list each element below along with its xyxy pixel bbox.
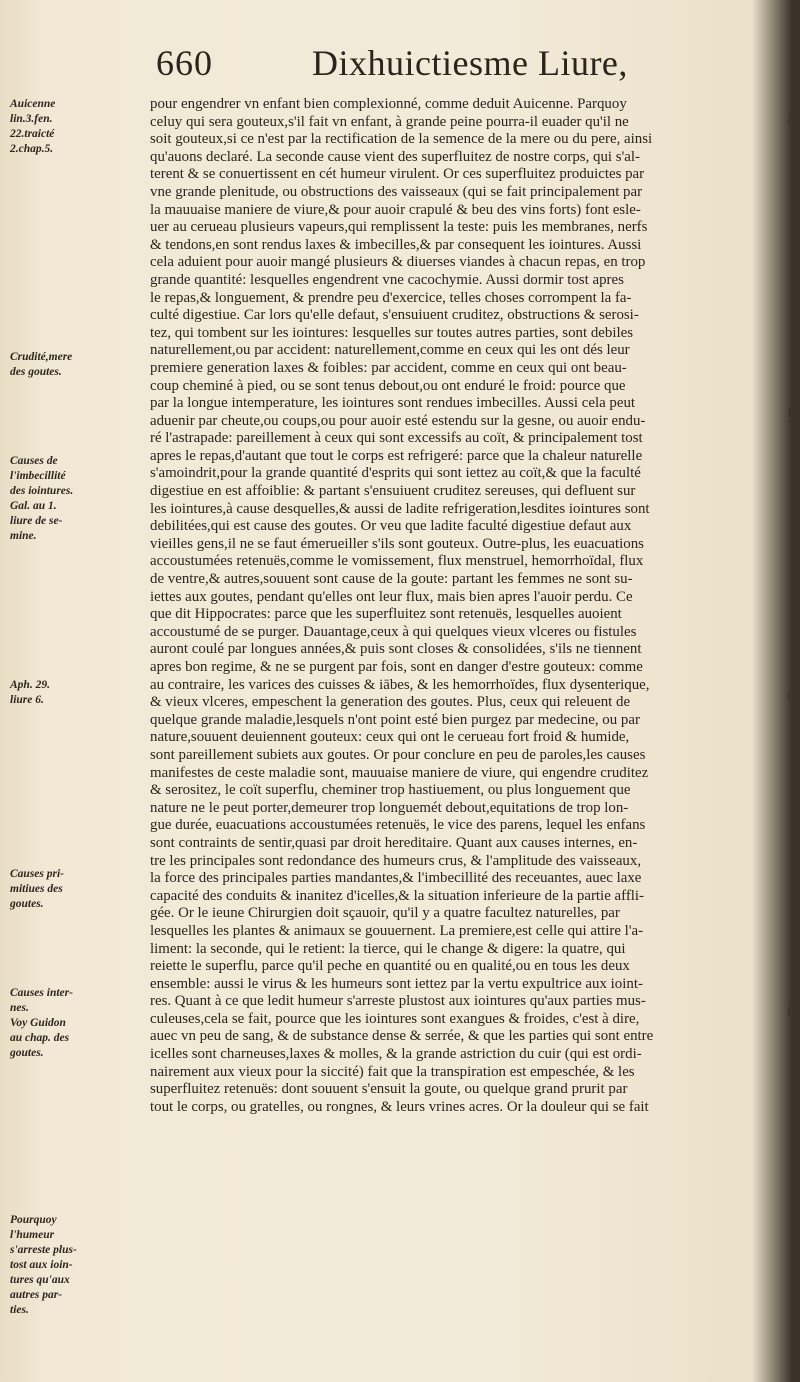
text-line: cela aduient pour auoir mangé plusieurs & diuerses viandes à chacun repas, en trop: [150, 254, 646, 271]
text-line: tout le corps, ou gratelles, ou rongnes, & leurs vrines acres. Or la douleur qui se fait: [150, 1098, 649, 1115]
margin-note: Pourquoy l'humeur s'arreste plus- tost aux ioin- tures qu'aux autres par- ties.: [10, 1214, 77, 1316]
text-line: aduenir par cheute,ou coups,ou pour auoir esté estendu sur la gesne, ou auoir endu-: [150, 412, 646, 429]
text-line: que dit Hippocrates: parce que les superfluitez sont retenuës, lesquelles auoient: [150, 606, 622, 623]
text-line: qu'auons declaré. La seconde cause vient des superfluitez de nostre corps, qui s'al-: [150, 148, 640, 165]
text-line: ré l'astrapade: pareillement à ceux qui sont excessifs au coït, & principalement tost: [150, 430, 643, 447]
text-line: & vieux vlceres, empeschent la generation des goutes. Plus, ceux qui releuent de: [150, 694, 631, 711]
text-line: coup cheminé à pied, ou se sont tenus debout,ou ont enduré le froid: pource que: [150, 377, 626, 394]
text-line: de ventre,& autres,souuent sont cause de la goute: partant les femmes ne sont su-: [150, 571, 633, 588]
text-line: naturellement,ou par accident: naturellement,comme en ceux qui les ont dés leur: [150, 342, 630, 359]
text-line: pour engendrer vn enfant bien complexionné, comme deduit Auicenne. Parquoy: [150, 96, 627, 112]
text-line: celuy qui sera gouteux,s'il fait vn enfant, à grande peine pourra-il euader qu'il ne: [150, 113, 629, 130]
section-letter: B: [787, 405, 796, 420]
page-number: 660: [156, 43, 213, 83]
margin-note: Crudité,mere des goutes.: [10, 351, 73, 378]
margin-note: Causes pri- mitiues des goutes.: [10, 868, 64, 910]
text-line: auec vn peu de sang, & de substance dense & serrée, & que les parties qui sont entre: [150, 1028, 654, 1045]
text-line: debilitées,qui est cause des goutes. Or veu que ladite faculté digestiue defaut aux: [150, 518, 632, 535]
text-line: la mauuaise maniere de viure,& pour auoir crapulé & beu des vins forts) font esle-: [150, 201, 641, 218]
text-line: tre les principales sont redondance des humeurs crus, & l'amplitude des vaisseaux,: [150, 852, 642, 869]
section-letter: D: [786, 1004, 796, 1019]
section-letter: A: [786, 110, 796, 125]
text-line: terent & se conuertissent en cét humeur virulent. Or ces superfluitez produictes par: [150, 166, 645, 183]
text-line: le repas,& longuement, & prendre peu d'exercice, telles choses corrompent la fa-: [150, 289, 632, 306]
text-line: capacité des conduits & inanitez d'icelles,& la situation inferieure de la partie affli-: [150, 887, 645, 904]
text-line: vne grande plenitude, ou obstructions des vaisseaux (qui se fait principalement par: [150, 183, 643, 200]
text-line: auront coulé par longues années,& puis sont closes & consolidées, s'ils ne tiennent: [150, 641, 642, 658]
text-line: res. Quant à ce que ledit humeur s'arreste plustost aux iointures qu'aux parties mus-: [150, 993, 646, 1010]
text-line: tez, qui tombent sur les iointures: lesquelles sur toutes autres parties, sont debiles: [150, 324, 634, 341]
text-line: icelles sont charneuses,laxes & molles, & la grande astriction du cuir (qui est ordi-: [150, 1046, 642, 1063]
text-line: & tendons,en sont rendus laxes & imbecilles,& par consequent les iointures. Aussi: [150, 236, 642, 253]
text-line: culté digestiue. Car lors qu'elle defaut, s'ensuiuent cruditez, obstructions & serosi-: [150, 307, 639, 324]
text-line: gue durée, euacuations accoustumées retenuës, le vice des parens, lequel les enfans: [150, 817, 646, 834]
text-line: digestiue en est affoiblie: & partant s'ensuiuent cruditez sereuses, qui defluent sur: [150, 483, 636, 500]
text-line: iettes aux goutes, pendant qu'elles ont leur flux, mais bien apres l'auoir perdu. Ce: [150, 588, 633, 605]
text-line: lesquelles les plantes & animaux se gouuernent. La premiere,est celle qui attire l'a-: [150, 922, 644, 939]
text-line: premiere generation laxes & foibles: par accident, comme en ceux qui ont beau-: [150, 359, 627, 376]
text-line: sont contraints de sentir,quasi par droit hereditaire. Quant aux causes internes, en-: [150, 834, 638, 851]
text-line: culeuses,cela se fait, pource que les iointures sont exangues & froides, c'est à dire,: [150, 1010, 640, 1027]
text-line: ensemble: aussi le virus & les humeurs sont iettez par la vertu expultrice aux ioint-: [150, 975, 643, 992]
text-line: nature,souuent deuiennent gouteux: ceux qui ont le cerueau fort froid & humide,: [150, 729, 630, 746]
section-letter: C: [787, 688, 796, 703]
text-line: la force des principales parties mandantes,& l'imbecillité des receuantes, auec laxe: [150, 870, 642, 887]
text-line: par la longue intemperature, les iointures sont rendues imbecilles. Aussi cela peut: [150, 395, 636, 412]
margin-note: Aph. 29. liure 6.: [10, 679, 50, 706]
margin-note: Causes inter- nes. Voy Guidon au chap. des goutes.: [10, 987, 73, 1059]
text-line: les iointures,à cause desquelles,& aussi de ladite refrigeration,lesdites iointures sont: [150, 500, 650, 517]
text-line: sont pareillement subiets aux goutes. Or pour conclure en peu de paroles,les causes: [150, 746, 646, 763]
page-header: [0, 42, 800, 92]
text-line: accoustumé de se purger. Dauantage,ceux à qui quelques vieux vlceres ou fistules: [150, 623, 637, 640]
text-line: apres bon regime, & ne se purgent par fois, sont en danger d'estre gouteux: comme: [150, 659, 643, 675]
text-line: apres le repas,d'autant que tout le corps est refrigeré: parce que la chaleur naturelle: [150, 447, 643, 464]
text-line: vieilles gens,il ne se faut émerueiller s'ils sont gouteux. Outre-plus, les euacuations: [150, 535, 644, 552]
text-line: soit gouteux,si ce n'est par la rectification de la semence de la mere ou du pere, ainsi: [150, 131, 653, 148]
text-line: grande quantité: lesquelles engendrent vne cacochymie. Aussi dormir tost apres: [150, 271, 624, 288]
text-line: accoustumées retenuës,comme le vomissement, flux menstruel, hemorrhoïdal, flux: [150, 553, 644, 570]
running-title: Dixhuictiesme Liure,: [312, 43, 628, 83]
text-line: uer au cerueau plusieurs vapeurs,qui remplissent la teste: puis les membranes, nerfs: [150, 219, 648, 236]
text-line: liment: la seconde, qui le retient: la tierce, qui le change & digere: la quatre, qui: [150, 940, 626, 957]
text-line: s'amoindrit,pour la grande quantité d'esprits qui sont iettez au coït,& que la faculté: [150, 465, 641, 482]
body-text: [150, 96, 786, 1116]
text-line: nairement aux vieux pour la siccité) fait que la transpiration est empeschée, & les: [150, 1063, 635, 1080]
text-line: quelque grande maladie,lesquels n'ont point esté bien purgez par medecine, ou par: [150, 711, 640, 728]
text-line: reiette le superflu, parce qu'il peche en quantité ou en qualité,ou en tous les deux: [150, 958, 630, 975]
text-line: & serositez, le coït superflu, cheminer trop hastiuement, ou plus longuement que: [150, 782, 631, 799]
text-line: manifestes de ceste maladie sont, mauuaise maniere de viure, qui engendre cruditez: [150, 764, 649, 781]
text-line: gée. Or le ieune Chirurgien doit sçauoir, qu'il y a quatre facultez naturelles, par: [150, 905, 620, 922]
text-line: au contraire, les varices des cuisses & iābes, & les hemorrhoïdes, flux dysenterique,: [150, 676, 650, 693]
margin-note: Causes de l'imbecillité des iointures. Gal. au 1. liure de se- mine.: [10, 455, 74, 542]
text-line: nature ne le peut porter,demeurer trop longuemét debout,equitations de trop lon-: [150, 799, 629, 816]
text-line: superfluitez retenuës: dont souuent s'ensuit la goute, ou quelque grand prurit par: [150, 1081, 628, 1098]
margin-note: Auicenne lin.3.fen. 22.traicté 2.chap.5.: [10, 98, 56, 155]
